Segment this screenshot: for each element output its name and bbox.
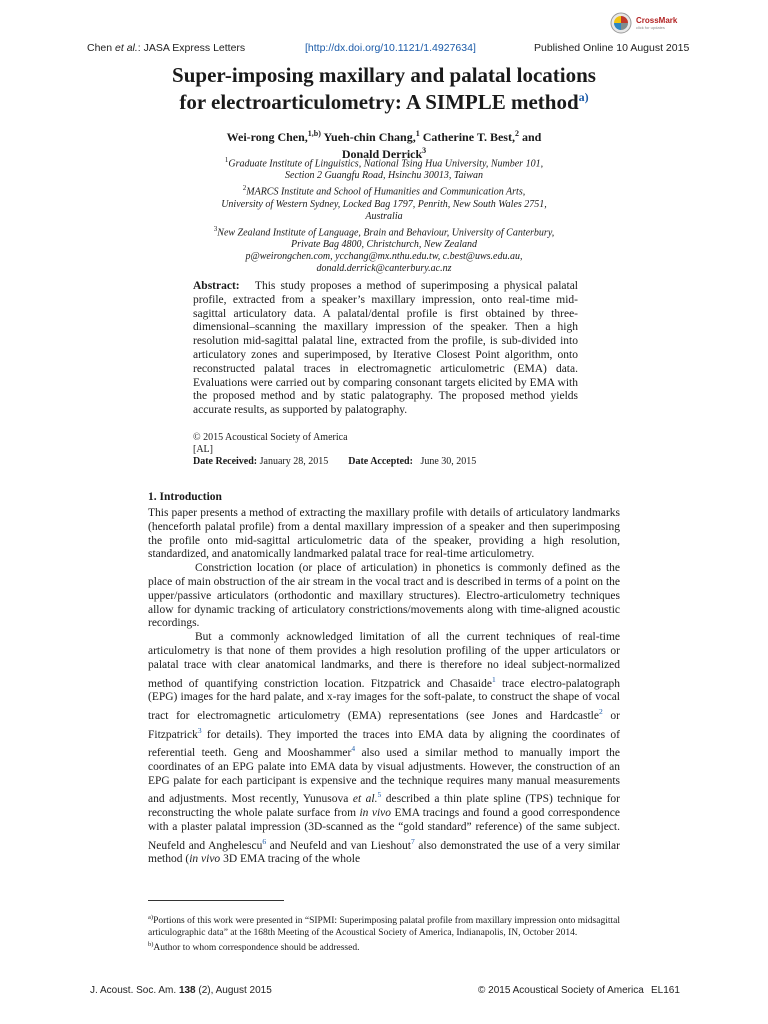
citation-link[interactable]: 7 <box>410 836 415 846</box>
citation-link[interactable]: 3 <box>197 725 202 735</box>
crossmark-icon <box>610 12 632 34</box>
page-number: EL161 <box>651 985 680 996</box>
footnote-b: Author to whom correspondence should be addressed. <box>153 943 360 954</box>
date-received: January 28, 2015 <box>259 456 329 467</box>
abstract-text: This study proposes a method of superimposing a physical palatal profile, extracted from a speaker’s maxillary impression, onto real-time mid-sagittal articulatory data. A palatal/dental profile is first obtained by three-dimensional–scanning the maxillary impression of the speaker. Then a high resolution mid-sagittal palatal line, extracted from the profile, is sub-divided into articulatory zones and superimposed, by Iterative Closest Point algorithm, onto reconstructed palatal traces in electromagnetic articulometric (EMA) data. Evaluations were carried out by comparing consonant targets elicited by EMA with the proposed method and by static palatography. The proposed method yields accurate results, as supported by palatography. <box>193 280 579 417</box>
journal-citation: J. Acoust. Soc. Am. 138 (2), August 2015 <box>90 985 272 996</box>
section-heading: 1. Introduction <box>148 491 222 503</box>
footnotes: $^{a)}$Portions of this work were presented in “SIPMI: Superimposing palatal profile from maxillary impression onto midsagittal articulographic data” at the 168th Meeting of the Acoustical Society of America, Indianapolis, IN, October 2014. $^{b)}$Author to whom correspondence should be addressed. <box>148 914 620 954</box>
paragraph: Constriction location (or place of articulation) in phonetics is commonly defined as the place of main obstruction of the air stream in the vocal tract and is described in terms of a point on the upper/passive articulators (orthodontic and maxillary structures). Electro-articulometry techniques allow for dynamic tracking of articulatory constrictions/movements along with time-aligned acoustic recordings. <box>148 562 620 630</box>
running-header-left: Chen et al.: JASA Express Letters <box>87 42 246 54</box>
citation-link[interactable]: 6 <box>262 836 267 846</box>
article-tag: [AL] <box>193 444 213 455</box>
footnote-divider <box>148 900 284 901</box>
paragraph: This paper presents a method of extracting the maxillary profile with details of articulatory landmarks (henceforth palatal profile) from a dental maxillary impression of a speaker and then superimposing the profile onto mid-sagittal articulometric data of the speaker, providing a high resolution, standardized, and anatomically landmarked palatal trace for real-time articulometry. <box>148 507 620 561</box>
citation-link[interactable]: 1 <box>491 674 496 684</box>
abstract-label: Abstract: <box>193 280 240 292</box>
doi-link[interactable]: [http://dx.doi.org/10.1121/1.4927634] <box>305 42 476 54</box>
affiliations: $^1$Graduate Institute of Linguistics, National Tsing Hua University, Number 101, Section 2 Guangfu Road, Hsinchu 30013, Taiwan $^2$MARCS Institute and School of Humanities and Communication Arts, University of Western Sydney, Locked Bag 1797, Penrith, New South Wales 2751, Australia $^3$New Zealand Institute of Language, Brain and Behaviour, University of Canterbury, Private Bag 4800, Christchurch, New Zealand p@weirongchen.com, ycchang@mx.nthu.edu.tw, c.best@uws.edu.au, donald.derrick@canterbury.ac.nz <box>160 154 608 275</box>
email-list: p@weirongchen.com, ycchang@mx.nthu.edu.tw, c.best@uws.edu.au, <box>245 250 523 262</box>
article-meta: © 2015 Acoustical Society of America [AL] Date Received: January 28, 2015 Date Accepted: June 30, 2015 <box>193 432 477 467</box>
crossmark-sublabel: click for updates <box>636 24 665 30</box>
abstract <box>193 280 578 418</box>
copyright-line: © 2015 Acoustical Society of America <box>193 432 348 443</box>
paper-title: Super-imposing maxillary and palatal locations for electroarticulometry: A SIMPLE method$^{a)}$ <box>172 63 596 114</box>
crossmark-label: CrossMark click for updates <box>636 15 678 30</box>
crossmark-badge[interactable] <box>610 8 682 38</box>
paragraph: But a commonly acknowledged limitation of all the current techniques of real-time articulometry is that none of them provides a high resolution profiling of the upper articulators or palatal trace with clear anatomical landmarks, and there is therefore no ideal subject-normalized method of quantifying constriction location. Fitzpatrick and Chasaide$^1$ trace electro-palatograph (EPG) images for the hard palate, and x-ray images for the soft-palate, to construct the shape of vocal tract for electromagnetic articulometry (EMA) representations (see Jones and Hardcastle$^2$ or Fitzpatrick$^3$ for details). They imported the traces into EMA data by aligning the coordinates of referential teeth. Geng and Mooshammer$^4$ also used a similar method to manually import the coordinates of an EPG palate into EMA data by visual adjustments. However, the construction of an EPG palate for each participant is expensive and the technique requires many manual measurements and adjustments. Most recently, Yunusova et al.$^5$ described a thin plate spline (TPS) technique for reconstructing the whole palate surface from in vivo EMA tracings and found a good correspondence with a plaster palatal impression (3D-scanned as the “gold standard” reference) of the same subject. Neufeld and Anghelescu$^6$ and Neufeld and van Lieshout$^7$ also demonstrated the use of a very similar method (in vivo 3D EMA tracing of the whole <box>148 631 621 866</box>
footer-copyright: © 2015 Acoustical Society of America <box>478 985 644 996</box>
footnote-a: Portions of this work were presented in “SIPMI: Superimposing palatal profile from maxillary impression onto midsagittal articulographic data” at the 168th Meeting of the Acoustical Society of America, Indianapolis, IN, October 2014. <box>148 916 620 938</box>
citation-link[interactable]: 5 <box>377 790 382 800</box>
date-accepted: June 30, 2015 <box>420 456 477 467</box>
citation-link[interactable]: 2 <box>598 706 603 716</box>
author-list: Wei-rong Chen,$^{1,b)}$ Yueh-chin Chang,$^1$ Catherine T. Best,$^2$ and Donald Derrick$^3$ <box>226 129 542 161</box>
body-text <box>148 507 620 867</box>
published-date: Published Online 10 August 2015 <box>534 42 690 54</box>
citation-link[interactable]: 4 <box>351 744 356 754</box>
title-footnote-ref[interactable]: a) <box>578 90 589 104</box>
